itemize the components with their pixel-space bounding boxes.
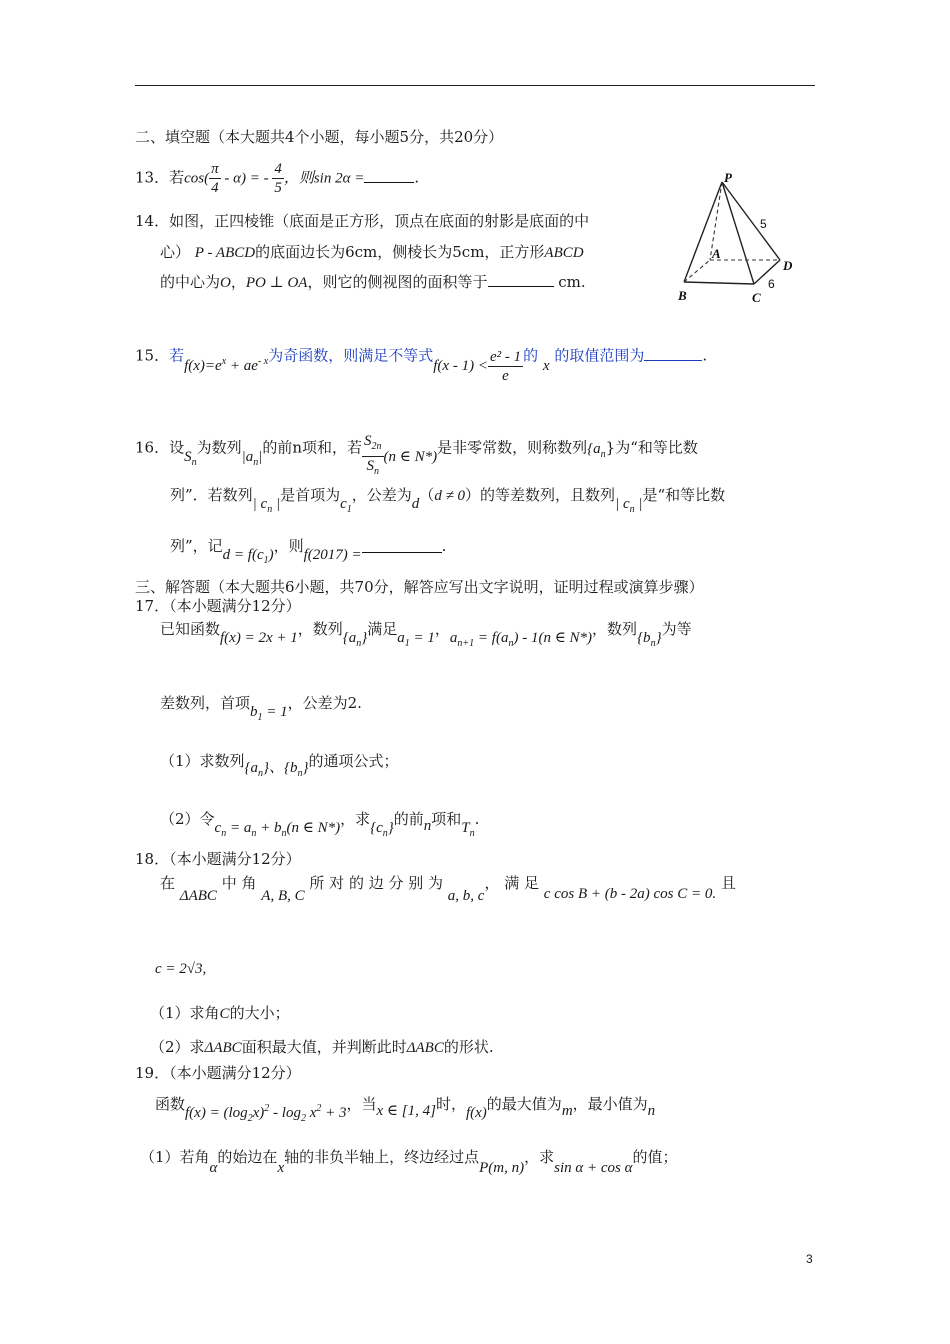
question-13: 13．若cos( $\frac{\pi}{4}$ - α) = - $\frac{4}{5}$ ，则sin 2α = . (135, 161, 420, 196)
question-19-title: 19．（本小题满分12分） (135, 1064, 301, 1082)
question-16-line2: 列”．若数列| $c_n$ |是首项为$c_1$，公差为d（d ≠ 0）的等差数列，且数列| $c_n$ |是“和等比数 (170, 486, 726, 515)
section3-header: 三、解答题（本大题共6小题，共70分，解答应写出文字说明，证明过程或演算步骤） (135, 578, 704, 596)
question-19-part1: （1）若角α的始边在x轴的非负半轴上，终边经过点P(m, n)，求sin α + cos α的值； (140, 1148, 678, 1176)
question-16-line1: 16．设$S_n$为数列$|a_n|$的前n项和，若 $\frac{S_{2n}}{S_n}$ (n ∈ N*)是非零常数，则称数列$\{a_n\}$为“和等比数 (135, 424, 698, 473)
label-C: C (752, 290, 761, 305)
page-number: 3 (806, 1252, 813, 1266)
section2-header: 二、填空题（本大题共4个小题，每小题5分，共20分） (135, 128, 504, 146)
edge-BC (684, 282, 754, 284)
pyramid-figure (672, 168, 808, 308)
fraction-S2n-over-Sn: $\frac{S_{2n}}{S_n}$ (364, 433, 382, 477)
fraction-pi-over-4: $\frac{\pi}{4}$ (211, 161, 219, 196)
question-14-line1: 14．如图，正四棱锥（底面是正方形，顶点在底面的射影是底面的中 (135, 212, 590, 230)
question-19-line1: 函数$f(x) = (\log_2x)^2 - \log_2 x^2 + 3$，当x ∈ [1, 4]时，f(x)的最大值为m，最小值为n (155, 1095, 656, 1124)
question-18-line1: 在 ΔABC 中 角 A, B, C 所 对 的 边 分 别 为 a, b, c， 满 足 c cos B + (b - 2a) cos C = 0. 且 (160, 874, 736, 904)
question-17-part1: （1）求数列$\{a_n\}$、$\{b_n\}$的通项公式； (160, 752, 399, 779)
edge-PC (722, 182, 754, 284)
label-B: B (678, 288, 687, 303)
answer-blank[interactable] (362, 538, 442, 553)
answer-blank[interactable] (364, 168, 414, 183)
label-D: D (783, 258, 793, 273)
label-A: A (712, 246, 721, 261)
fraction-e-squared: $\frac{\text{e² - 1}}{e}$ (489, 349, 522, 384)
header-rule (135, 85, 815, 86)
question-14-line3: 的中心为O，PO ⊥ OA，则它的侧视图的面积等于 cm. (160, 273, 586, 291)
question-15: 15．若$f(x)=e^x + ae^{- x}$为奇函数，则满足不等式f(x - 1) < $\frac{\text{e² - 1}}{e}$ 的 x 的取值范围为 . (135, 346, 708, 384)
question-18-part2: （2）求ΔABC面积最大值，并判断此时ΔABC的形状. (150, 1038, 494, 1056)
question-17-line1: 已知函数f(x) = 2x + 1，数列$\{a_n\}$满足$a_1 = 1$，$a_{n+1} = f(a_n) - 1(n$ ∈ N*)，数列$\{b_n\}$为等 (160, 620, 692, 649)
answer-blank[interactable] (644, 346, 702, 361)
fraction-4-over-5: $\frac{4}{5}$ (274, 161, 282, 196)
question-18-part1: （1）求角C的大小； (150, 1004, 290, 1022)
label-edge-length: 5 (760, 217, 767, 231)
answer-blank[interactable] (488, 272, 554, 287)
question-17-line2: 差数列，首项$b_1 = 1$，公差为2. (160, 694, 362, 723)
edge-PD (722, 182, 780, 260)
label-base-length: 6 (768, 277, 775, 291)
question-16-line3: 列”，记$d = f(c_1)$，则f(2017) = . (170, 537, 447, 566)
question-18-line2: c = 2√3, (155, 961, 207, 977)
question-17-title: 17．（本小题满分12分） (135, 597, 301, 615)
question-17-part2: （2）令$c_n = a_n + b_n(n$ ∈ N*)，求$\{c_n\}$的前n项和$T_n$. (160, 810, 480, 839)
edge-CD (754, 260, 780, 284)
edge-PB (684, 182, 722, 282)
label-P: P (724, 170, 732, 185)
question-18-title: 18．（本小题满分12分） (135, 850, 301, 868)
question-14-line2: 心） P - ABCD的底面边长为6cm，侧棱长为5cm，正方形ABCD (160, 243, 584, 261)
